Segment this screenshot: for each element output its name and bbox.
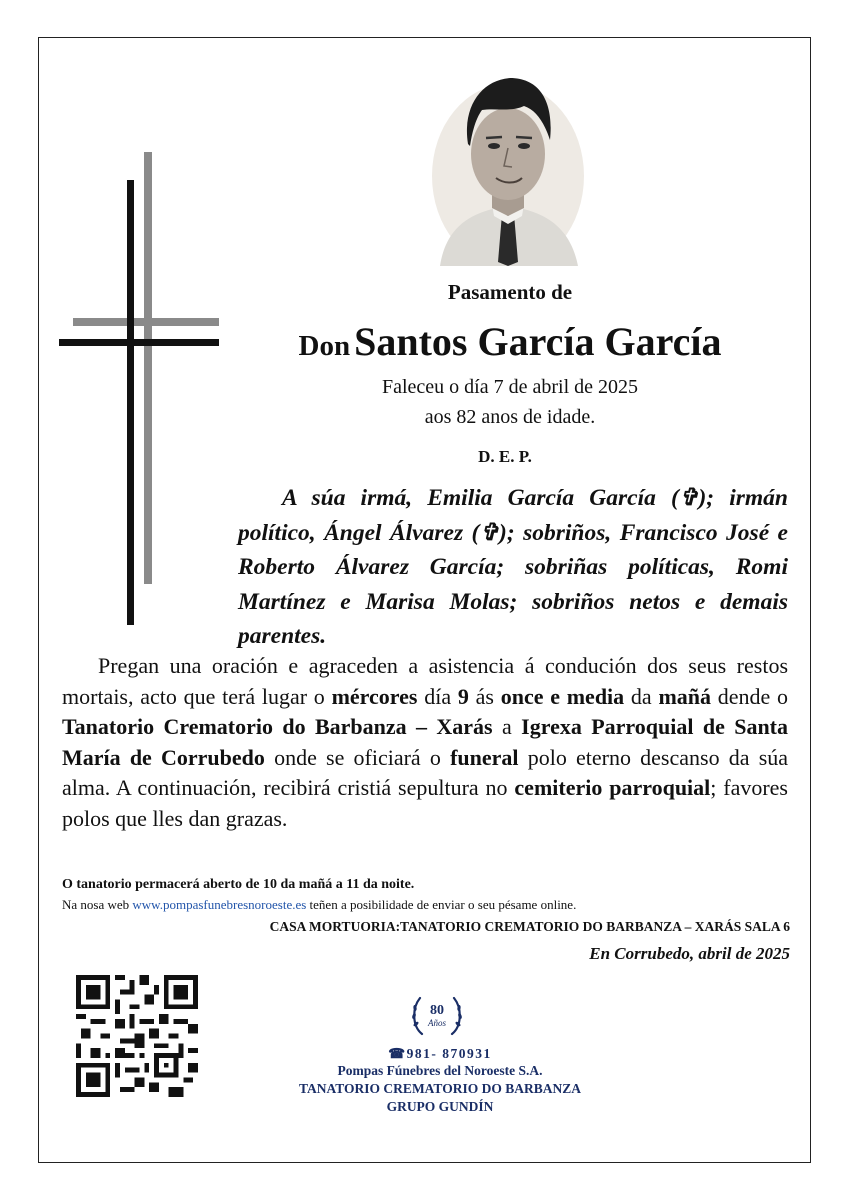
web-note-prefix: Na nosa web: [62, 897, 130, 912]
announcement-time: once e media: [500, 683, 625, 709]
tanatorio-name: TANATORIO CREMATORIO DO BARBANZA: [299, 1081, 581, 1096]
family-text: A súa irmá, Emilia García García (✞); irmán político, Ángel Álvarez (✞); sobriños, Francisco José e Roberto Álvarez García; sobriñas políticas, Romi Martínez e Marisa Molas; sobriños netos e demais parentes.: [238, 485, 788, 649]
death-info: [320, 372, 700, 432]
announcement-text: dende o: [717, 683, 789, 709]
web-note-suffix: teñen a posibilidade de enviar o seu pésame online.: [309, 897, 577, 912]
announcement-text: ; favores polos que lles dan grazas.: [62, 775, 788, 831]
phone-number[interactable]: ☎981- 870931: [388, 1046, 492, 1061]
hours-note: O tanatorio permacerá aberto de 10 da mañá a 11 da noite.: [62, 877, 415, 892]
announcement-text: Pregan una oración e agraceden a asistencia á condución dos seus restos mortais, acto que terá lugar o: [62, 653, 788, 709]
announcement-service: funeral: [450, 744, 519, 770]
announcement-text: ás: [475, 683, 494, 709]
announcement-text: polo eterno descanso da súa alma. A continuación, recibirá cristiá sepultura no: [62, 744, 789, 800]
company-name: Pompas Fúnebres del Noroeste S.A.: [337, 1063, 543, 1078]
logo-number: 80: [430, 1003, 444, 1018]
cross-shadow-horizontal: [73, 318, 219, 326]
website-link[interactable]: www.pompasfunebresnoroeste.es: [132, 897, 307, 912]
honorific: Don: [298, 330, 351, 362]
place-date: En Corrubedo, abril de 2025: [589, 944, 790, 963]
family-paragraph: [238, 481, 788, 654]
deceased-name: [200, 318, 820, 365]
death-date-line: Faleceu o día 7 de abril de 2025: [381, 376, 639, 398]
announcement-text: día: [424, 683, 452, 709]
qr-code[interactable]: [76, 975, 198, 1097]
announcement-text: da: [630, 683, 652, 709]
intro-heading: Pasamento de: [447, 280, 573, 304]
logo-word: Años: [428, 1018, 446, 1028]
cross-horizontal: [59, 339, 219, 346]
announcement-text: a: [502, 714, 512, 739]
announcement-origin: Tanatorio Crematorio do Barbanza – Xarás: [62, 714, 493, 739]
announcement-time-of-day: mañá: [658, 683, 711, 709]
cross-vertical: [127, 180, 134, 625]
announcement-text: onde se oficiará o: [274, 744, 441, 770]
company-block: [250, 1062, 630, 1116]
full-name: Santos García García: [354, 319, 722, 364]
announcement-day-number: 9: [457, 683, 469, 709]
cross-shadow-vertical: [144, 152, 152, 584]
announcement-cemetery: cemiterio parroquial: [514, 775, 711, 800]
anniversary-logo: [408, 986, 466, 1044]
casa-mortuoria: CASA MORTUORIA:TANATORIO CREMATORIO DO BARBANZA – XARÁS SALA 6: [269, 919, 790, 934]
deceased-portrait: [432, 66, 584, 266]
age-line: aos 82 anos de idade.: [424, 406, 596, 428]
announcement-paragraph: [62, 651, 788, 834]
announcement-day-label: mércores: [331, 683, 418, 709]
web-note: [62, 897, 576, 913]
group-name: GRUPO GUNDÍN: [386, 1099, 494, 1114]
announcement-destination: Igrexa Parroquial de Santa María de Corrubedo: [62, 714, 789, 770]
dep-text: D. E. P.: [478, 447, 532, 466]
